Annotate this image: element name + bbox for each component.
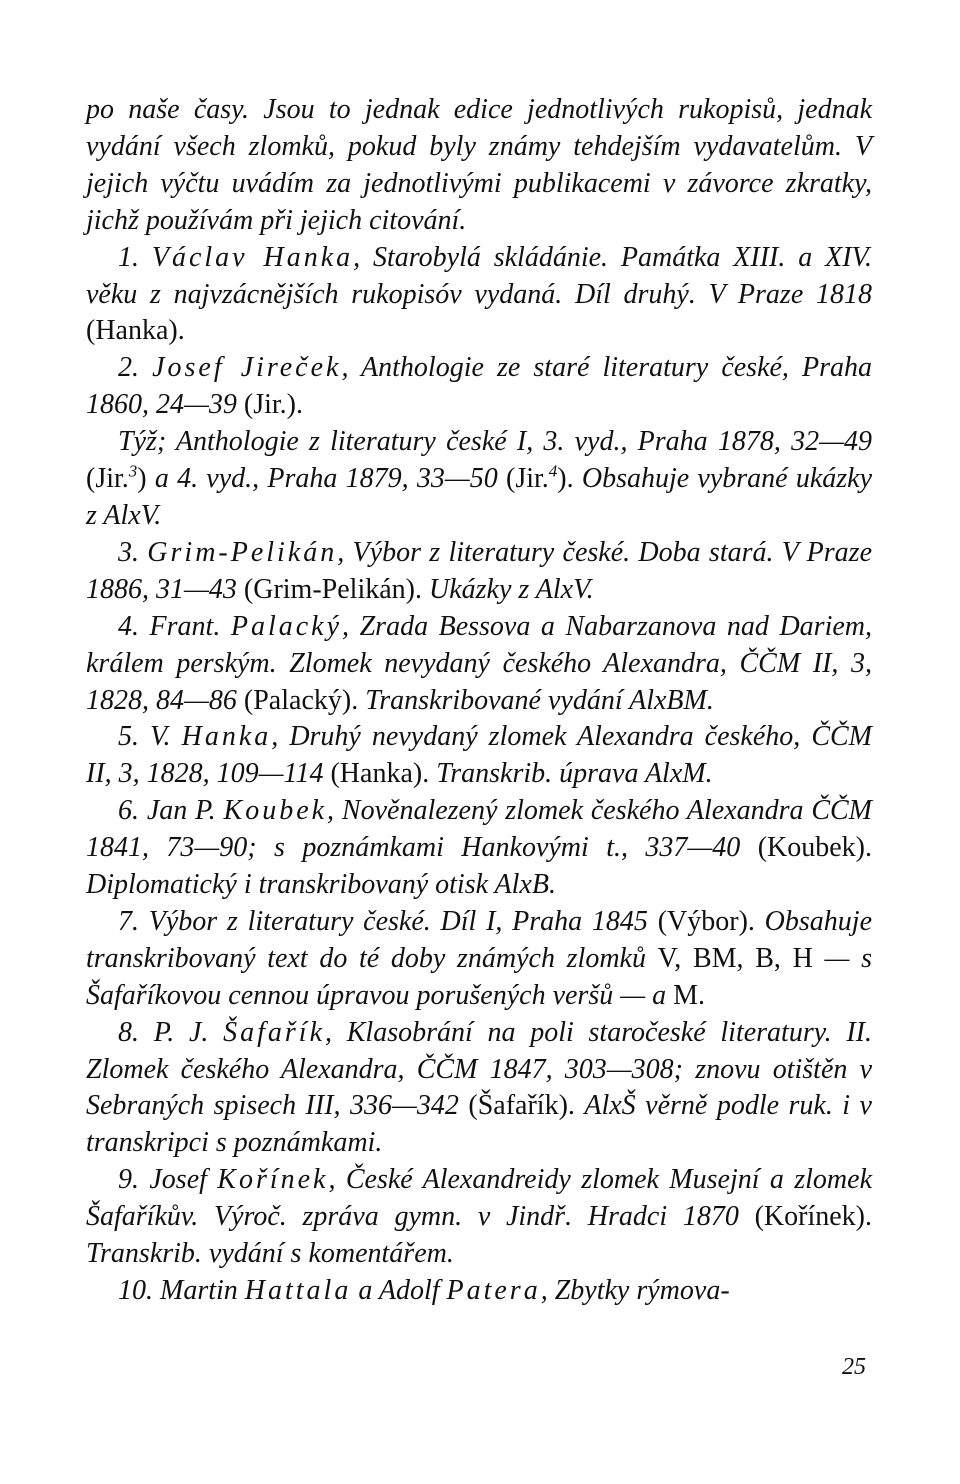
intro-paragraph bbox=[86, 92, 872, 240]
text-run: , Anthologie ze staré literatury české, Praha 1860, 24—39 bbox=[86, 352, 872, 421]
text-run: Transkrib. úprava AlxM. bbox=[436, 758, 713, 790]
bibliography-entry bbox=[86, 904, 872, 1015]
text-run: 4. Frant. bbox=[118, 610, 231, 642]
author-name: Koubek bbox=[223, 795, 328, 827]
text-run: (Šafařík). bbox=[468, 1090, 585, 1122]
text-run: (Výbor). bbox=[657, 905, 765, 937]
text-run: (Kořínek). bbox=[754, 1201, 872, 1233]
bibliography-entry bbox=[86, 1273, 872, 1310]
text-run: 7. Výbor z literatury české. Díl I, Praha 1845 bbox=[118, 905, 658, 937]
text-run: (Koubek). bbox=[757, 832, 872, 864]
text-run: 10. Martin bbox=[118, 1275, 245, 1306]
author-name: Václav Hanka bbox=[151, 241, 354, 273]
text-run: Transkribované vydání AlxBM. bbox=[365, 684, 714, 716]
bibliography-entry bbox=[86, 719, 872, 793]
text-run: M. bbox=[673, 979, 706, 1011]
text-run: 5. V. bbox=[118, 721, 182, 753]
text-run: — s Šafaříkovou cennou úpravou porušených veršů — a bbox=[86, 942, 872, 1011]
text-run: po naše časy. Jsou to jednak edice jednotlivých rukopisů, jednak vydání všech zlomků, pokud byly známy tehdejším vydavatelům. V jejich výčtu uvádím za jednotlivými publikacemi v závorce zkratky, jichž používám při jejich citování. bbox=[86, 94, 872, 236]
text-run: Obsahuje vybrané ukázky z AlxV. bbox=[86, 463, 872, 531]
text-run: , Zrada Bessova a Nabarzanova nad Dariem, králem perským. Zlomek nevydaný českého Alexandra, ČČM II, 3, 1828, 84—86 bbox=[86, 610, 872, 716]
bibliography-entry bbox=[86, 240, 872, 351]
bibliography-entry bbox=[86, 424, 872, 535]
text-run: (Jir.). bbox=[243, 389, 304, 421]
text-run: a Adolf bbox=[351, 1275, 447, 1306]
author-name: Kořínek bbox=[217, 1164, 329, 1196]
bibliography-entry bbox=[86, 1162, 872, 1273]
page-body bbox=[86, 92, 872, 1310]
text-run: (Hanka). bbox=[330, 758, 437, 790]
author-name: Hanka bbox=[181, 721, 272, 753]
text-run: 1. bbox=[118, 241, 152, 273]
bibliography-entry bbox=[86, 609, 872, 720]
text-run: Diplomatický i transkribovaný otisk AlxB. bbox=[86, 869, 556, 901]
text-run: , Klasobrání na poli staročeské literatury. II. Zlomek českého Alexandra, ČČM 1847, 303—308; znovu otištěn v Sebraných spisech III, 336—342 bbox=[86, 1016, 872, 1122]
text-run: , Výbor z literatury české. Doba stará. V Praze 1886, 31—43 bbox=[86, 536, 872, 605]
author-name: Hattala bbox=[244, 1275, 352, 1306]
text-run: (Jir. bbox=[86, 463, 129, 495]
text-run: ). bbox=[557, 463, 582, 495]
text-run: Obsahuje transkribovaný text do té doby známých zlomků bbox=[86, 905, 872, 974]
page-number: 25 bbox=[842, 1354, 866, 1380]
text-run: 6. Jan P. bbox=[118, 795, 224, 827]
text-run: Ukázky z AlxV. bbox=[428, 573, 594, 605]
bibliography-entry bbox=[86, 535, 872, 609]
text-run: 8. P. J. bbox=[118, 1016, 224, 1048]
text-run: V, BM, B, H bbox=[657, 942, 825, 974]
author-name: Palacký bbox=[230, 610, 343, 642]
text-run: Týž; Anthologie z literatury české I, 3. vyd., Praha 1878, 32—49 bbox=[118, 426, 872, 458]
bibliography-entry bbox=[86, 1015, 872, 1163]
author-name: Grim-Pelikán bbox=[147, 536, 338, 568]
text-run: (Palacký). bbox=[243, 684, 366, 716]
text-run: , Druhý nevydaný zlomek Alexandra českého, ČČM II, 3, 1828, 109—114 bbox=[86, 721, 873, 790]
text-run: 3. bbox=[118, 536, 148, 568]
text-run: , Zbytky rýmova- bbox=[540, 1275, 730, 1306]
text-run: a 4. vyd., Praha 1879, 33—50 bbox=[154, 463, 506, 495]
bibliography-entry bbox=[86, 793, 872, 904]
author-name: Patera bbox=[446, 1275, 541, 1306]
text-run: (Jir. bbox=[506, 463, 549, 495]
text-run: 9. Josef bbox=[118, 1164, 218, 1196]
text-run: , Starobylá skládánie. Památka XIII. a XIV. věku z najvzácnějších rukopisóv vydaná. Díl druhý. V Praze 1818 bbox=[86, 241, 873, 310]
author-name: Josef Jireček bbox=[152, 352, 342, 384]
author-name: Šafařík bbox=[223, 1016, 326, 1048]
text-run: Transkrib. vydání s komentářem. bbox=[86, 1238, 454, 1270]
text-run: ) bbox=[137, 463, 155, 495]
text-run: 2. bbox=[118, 352, 153, 384]
text-run: , České Alexandreidy zlomek Musejní a zlomek Šafaříkův. Výroč. zpráva gymn. v Jindř. Hradci 1870 bbox=[86, 1164, 873, 1233]
text-run: AlxŠ věrně podle ruk. i v transkripci s poznámkami. bbox=[86, 1090, 872, 1159]
text-run: (Hanka). bbox=[86, 315, 185, 347]
superscript: 4 bbox=[548, 461, 558, 481]
text-run: (Grim-Pelikán). bbox=[243, 573, 429, 605]
bibliography-entry bbox=[86, 350, 872, 424]
superscript: 3 bbox=[128, 461, 138, 481]
text-run: , Nověnalezený zlomek českého Alexandra ČČM 1841, 73—90; s poznámkami Hankovými t., 337—40 bbox=[86, 795, 873, 864]
